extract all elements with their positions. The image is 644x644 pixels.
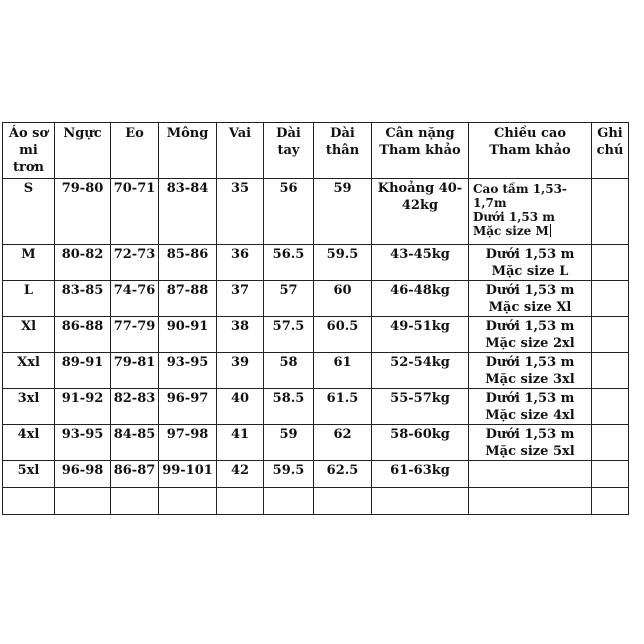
chieu-cao-cell: Cao tầm 1,53-1,7m Dưới 1,53 m Mặc size M bbox=[469, 179, 592, 245]
dai-than-cell: 62.5 bbox=[314, 461, 372, 488]
vai-cell: 38 bbox=[217, 317, 264, 353]
mong-cell: 85-86 bbox=[159, 245, 217, 281]
eo-cell: 79-81 bbox=[111, 353, 159, 389]
header-vai: Vai bbox=[217, 123, 264, 179]
can-nang-cell: 55-57kg bbox=[372, 389, 469, 425]
header-eo: Eo bbox=[111, 123, 159, 179]
eo-cell: 70-71 bbox=[111, 179, 159, 245]
header-nguc: Ngực bbox=[55, 123, 111, 179]
size-cell: Xxl bbox=[3, 353, 55, 389]
dai-tay-cell: 59 bbox=[264, 425, 314, 461]
table-row bbox=[3, 281, 629, 317]
size-cell: L bbox=[3, 281, 55, 317]
nguc-cell: 79-80 bbox=[55, 179, 111, 245]
vai-cell: 41 bbox=[217, 425, 264, 461]
size-cell: S bbox=[3, 179, 55, 245]
eo-cell: 82-83 bbox=[111, 389, 159, 425]
dai-than-cell: 61.5 bbox=[314, 389, 372, 425]
ghi-chu-cell bbox=[592, 317, 629, 353]
nguc-cell: 93-95 bbox=[55, 425, 111, 461]
dai-than-cell: 60.5 bbox=[314, 317, 372, 353]
chieu-cao-cell: Dưới 1,53 m Mặc size 2xl bbox=[469, 317, 592, 353]
header-size: Áo sơ mi trơn bbox=[3, 123, 55, 179]
dai-than-cell: 60 bbox=[314, 281, 372, 317]
eo-cell: 77-79 bbox=[111, 317, 159, 353]
dai-tay-cell: 57 bbox=[264, 281, 314, 317]
mong-cell: 97-98 bbox=[159, 425, 217, 461]
ghi-chu-cell bbox=[592, 245, 629, 281]
table-row bbox=[3, 461, 629, 488]
size-cell: M bbox=[3, 245, 55, 281]
can-nang-cell: 61-63kg bbox=[372, 461, 469, 488]
chieu-cao-cell: Dưới 1,53 m Mặc size 3xl bbox=[469, 353, 592, 389]
vai-cell: 37 bbox=[217, 281, 264, 317]
eo-cell: 84-85 bbox=[111, 425, 159, 461]
text-cursor bbox=[550, 224, 551, 237]
dai-than-cell: 62 bbox=[314, 425, 372, 461]
header-mong: Mông bbox=[159, 123, 217, 179]
empty-row bbox=[3, 488, 629, 515]
vai-cell: 40 bbox=[217, 389, 264, 425]
nguc-cell: 89-91 bbox=[55, 353, 111, 389]
mong-cell: 87-88 bbox=[159, 281, 217, 317]
chieu-cao-cell: Dưới 1,53 m Mặc size Xl bbox=[469, 281, 592, 317]
chieu-cao-cell bbox=[469, 461, 592, 488]
eo-cell: 86-87 bbox=[111, 461, 159, 488]
vai-cell: 42 bbox=[217, 461, 264, 488]
eo-cell: 72-73 bbox=[111, 245, 159, 281]
nguc-cell: 86-88 bbox=[55, 317, 111, 353]
table-row bbox=[3, 389, 629, 425]
table-row bbox=[3, 317, 629, 353]
nguc-cell: 96-98 bbox=[55, 461, 111, 488]
header-dai-tay: Dài tay bbox=[264, 123, 314, 179]
nguc-cell: 80-82 bbox=[55, 245, 111, 281]
table-row bbox=[3, 353, 629, 389]
header-chieu-cao: Chiều cao Tham khảo bbox=[469, 123, 592, 179]
ghi-chu-cell bbox=[592, 179, 629, 245]
ghi-chu-cell bbox=[592, 461, 629, 488]
can-nang-cell: Khoảng 40- 42kg bbox=[372, 179, 469, 245]
vai-cell: 36 bbox=[217, 245, 264, 281]
dai-tay-cell: 56 bbox=[264, 179, 314, 245]
table-row bbox=[3, 245, 629, 281]
chieu-cao-cell: Dưới 1,53 m Mặc size 5xl bbox=[469, 425, 592, 461]
size-cell: Xl bbox=[3, 317, 55, 353]
size-cell: 3xl bbox=[3, 389, 55, 425]
dai-tay-cell: 58.5 bbox=[264, 389, 314, 425]
nguc-cell: 83-85 bbox=[55, 281, 111, 317]
table-row bbox=[3, 425, 629, 461]
mong-cell: 99-101 bbox=[159, 461, 217, 488]
mong-cell: 83-84 bbox=[159, 179, 217, 245]
dai-tay-cell: 57.5 bbox=[264, 317, 314, 353]
ghi-chu-cell bbox=[592, 389, 629, 425]
header-can-nang: Cân nặng Tham khảo bbox=[372, 123, 469, 179]
dai-tay-cell: 59.5 bbox=[264, 461, 314, 488]
nguc-cell: 91-92 bbox=[55, 389, 111, 425]
mong-cell: 93-95 bbox=[159, 353, 217, 389]
can-nang-cell: 43-45kg bbox=[372, 245, 469, 281]
dai-than-cell: 61 bbox=[314, 353, 372, 389]
size-cell: 4xl bbox=[3, 425, 55, 461]
ghi-chu-cell bbox=[592, 281, 629, 317]
ghi-chu-cell bbox=[592, 353, 629, 389]
dai-tay-cell: 58 bbox=[264, 353, 314, 389]
vai-cell: 39 bbox=[217, 353, 264, 389]
chieu-cao-cell: Dưới 1,53 m Mặc size L bbox=[469, 245, 592, 281]
can-nang-cell: 46-48kg bbox=[372, 281, 469, 317]
chieu-cao-cell: Dưới 1,53 m Mặc size 4xl bbox=[469, 389, 592, 425]
header-ghi-chu: Ghi chú bbox=[592, 123, 629, 179]
mong-cell: 96-97 bbox=[159, 389, 217, 425]
ghi-chu-cell bbox=[592, 425, 629, 461]
mong-cell: 90-91 bbox=[159, 317, 217, 353]
vai-cell: 35 bbox=[217, 179, 264, 245]
header-dai-than: Dài thân bbox=[314, 123, 372, 179]
can-nang-cell: 58-60kg bbox=[372, 425, 469, 461]
dai-than-cell: 59.5 bbox=[314, 245, 372, 281]
dai-tay-cell: 56.5 bbox=[264, 245, 314, 281]
size-cell: 5xl bbox=[3, 461, 55, 488]
eo-cell: 74-76 bbox=[111, 281, 159, 317]
can-nang-cell: 49-51kg bbox=[372, 317, 469, 353]
dai-than-cell: 59 bbox=[314, 179, 372, 245]
size-chart-table bbox=[2, 122, 629, 515]
table-row bbox=[3, 179, 629, 245]
header-row bbox=[3, 123, 629, 179]
can-nang-cell: 52-54kg bbox=[372, 353, 469, 389]
